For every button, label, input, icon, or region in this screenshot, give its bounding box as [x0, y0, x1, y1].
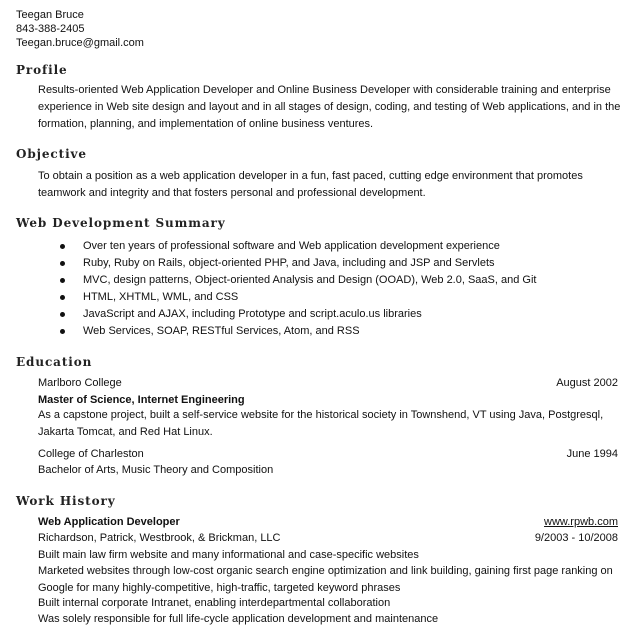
- bullet-icon: [60, 295, 65, 300]
- objective-heading: Objective: [16, 147, 87, 161]
- education-school: Marlboro College: [38, 377, 122, 389]
- summary-item: [38, 306, 536, 323]
- work-heading: Work History: [16, 494, 116, 508]
- education-school: College of Charleston: [38, 448, 144, 460]
- summary-item-text: Ruby, Ruby on Rails, object-oriented PHP, and Java, including and JSP and Servlets: [83, 257, 495, 269]
- job-role: Web Application Developer: [38, 516, 180, 528]
- objective-text: To obtain a position as a web application developer in a fun, fast paced, cutting edge environment that promotes teamwork and integrity and that fosters personal and professional development.: [38, 170, 583, 199]
- summary-heading: Web Development Summary: [16, 216, 226, 230]
- summary-item-text: JavaScript and AJAX, including Prototype and script.aculo.us libraries: [83, 308, 422, 320]
- summary-item-text: MVC, design patterns, Object-oriented Analysis and Design (OOAD), Web 2.0, SaaS, and Git: [83, 274, 537, 286]
- job-duty: Built main law firm website and many informational and case-specific websites: [38, 549, 419, 561]
- summary-item: [38, 323, 536, 340]
- education-date: August 2002: [556, 377, 618, 389]
- job-company-row: [38, 530, 618, 547]
- contact-email: Teegan.bruce@gmail.com: [16, 37, 144, 49]
- company-website-link[interactable]: www.rpwb.com: [544, 516, 618, 528]
- profile-text: Results-oriented Web Application Developer and Online Business Developer with considerable training and enterprise experience in Web site design and layout and in all stages of design, coding, and testing of Web applications, and in the formation, planning, and implementation of online business ventures.: [38, 84, 621, 130]
- summary-list: [38, 238, 536, 340]
- education-entry-header: [38, 446, 618, 463]
- education-degree: Master of Science, Internet Engineering: [38, 394, 245, 406]
- summary-item: [38, 255, 536, 272]
- summary-item: [38, 272, 536, 289]
- contact-block: [16, 8, 144, 50]
- profile-heading: Profile: [16, 63, 68, 77]
- contact-phone: 843-388-2405: [16, 23, 85, 35]
- education-note: As a capstone project, built a self-service website for the historical society in Townshend, VT using Java, Postgresql, Jakarta Tomcat, and Red Hat Linux.: [38, 409, 604, 438]
- summary-item-text: HTML, XHTML, WML, and CSS: [83, 291, 239, 303]
- bullet-icon: [60, 244, 65, 249]
- education-degree: Bachelor of Arts, Music Theory and Composition: [38, 464, 274, 476]
- summary-item-text: Over ten years of professional software and Web application development experience: [83, 240, 500, 252]
- job-dates: 9/2003 - 10/2008: [534, 532, 618, 544]
- job-duty: Was solely responsible for full life-cycle application development and maintenance: [38, 613, 439, 625]
- job-duty: Built internal corporate Intranet, enabling interdepartmental collaboration: [38, 597, 391, 609]
- job-duty: Marketed websites through low-cost organic search engine optimization and link building, gaining first page ranking on Google for many highly-competitive, high-traffic, targeted keyword phrases: [38, 565, 613, 594]
- education-heading: Education: [16, 355, 93, 369]
- summary-item: [38, 289, 536, 306]
- job-header: [38, 514, 618, 531]
- education-date: June 1994: [566, 448, 618, 460]
- education-entry-header: [38, 375, 618, 392]
- summary-item: [38, 238, 536, 255]
- bullet-icon: [60, 278, 65, 283]
- job-company: Richardson, Patrick, Westbrook, & Brickman, LLC: [38, 532, 281, 544]
- summary-item-text: Web Services, SOAP, RESTful Services, Atom, and RSS: [83, 325, 360, 337]
- contact-name: Teegan Bruce: [16, 9, 84, 21]
- bullet-icon: [60, 261, 65, 266]
- bullet-icon: [60, 312, 65, 317]
- bullet-icon: [60, 329, 65, 334]
